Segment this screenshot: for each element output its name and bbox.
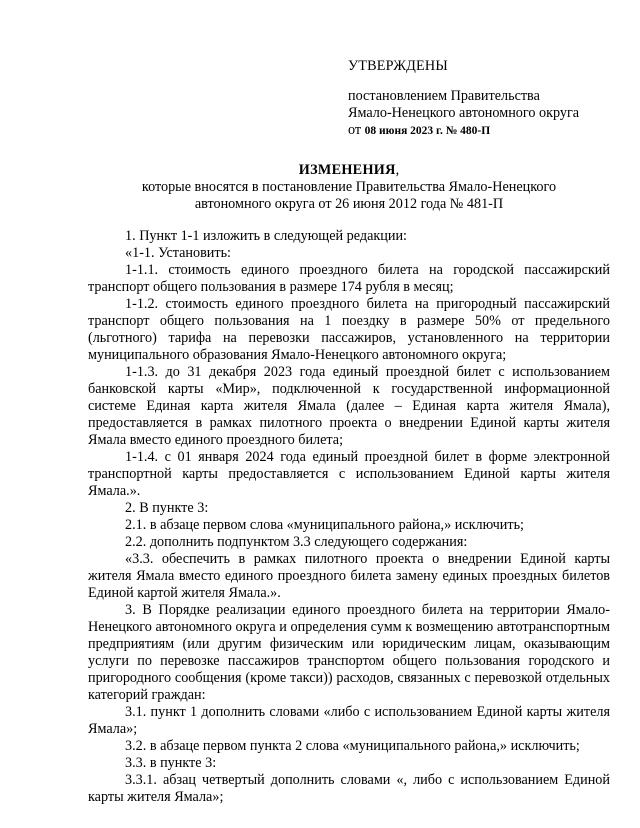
approval-date-line xyxy=(348,122,628,140)
document-title-block xyxy=(88,162,610,213)
approval-date-prefix: от xyxy=(348,122,365,138)
approval-date-value: 08 июня 2023 г. № 480-П xyxy=(364,125,491,137)
paragraph: 2.2. дополнить подпунктом 3.3 следующего содержания: xyxy=(125,534,468,550)
paragraph: 3.3. в пункте 3: xyxy=(125,755,217,771)
document-title: ИЗМЕНЕНИЯ xyxy=(298,162,396,178)
document-body xyxy=(88,228,610,806)
paragraph: «1-1. Установить: xyxy=(125,245,231,261)
document-subtitle-line-1: которые вносятся в постановление Правительства Ямало-Ненецкого xyxy=(141,179,557,195)
paragraph: 2. В пункте 3: xyxy=(125,500,209,516)
document-title-line xyxy=(88,162,610,179)
paragraph: 1-1.4. с 01 января 2024 года единый проездной билет в форме электронной транспортной карты предоставляется с использованием Единой карты жителя Ямала.». xyxy=(88,449,610,499)
approval-block xyxy=(348,58,628,140)
document-subtitle-line-2: автономного округа от 26 июня 2012 года № 481-П xyxy=(194,196,504,212)
paragraph: 3.3.1. абзац четвертый дополнить словами «, либо с использованием Единой карты жителя Ямала»; xyxy=(88,772,610,805)
paragraph: 1. Пункт 1-1 изложить в следующей редакции: xyxy=(125,228,407,244)
paragraph: 2.1. в абзаце первом слова «муниципального района,» исключить; xyxy=(125,517,524,533)
approval-line-2: Ямало-Ненецкого автономного округа xyxy=(348,105,580,121)
paragraph: 1-1.3. до 31 декабря 2023 года единый проездной билет с использованием банковской карты «Мир», подключенной к государственной информационной системе Единая карта жителя Ямала (далее – Единая карта жителя Ямала), предоставляется в рамках пилотного проекта о внедрении Единой карты жителя Ямала вместо единого проездного билета; xyxy=(88,364,610,448)
paragraph: 3.1. пункт 1 дополнить словами «либо с использованием Единой карты жителя Ямала»; xyxy=(88,704,610,737)
paragraph: 1-1.1. стоимость единого проездного билета на городской пассажирский транспорт общего пользования в размере 174 рубля в месяц; xyxy=(88,262,610,295)
paragraph: 3.2. в абзаце первом пункта 2 слова «муниципального района,» исключить; xyxy=(125,738,580,754)
document-title-comma: , xyxy=(395,162,400,178)
paragraph: 1-1.2. стоимость единого проездного билета на пригородный пассажирский транспорт общего пользования на 1 поездку в размере 50% от предельного (льготного) тарифа на перевозки пассажиров, установленного на территории муниципального образования Ямало-Ненецкого автономного округа; xyxy=(88,296,610,363)
paragraph: «3.3. обеспечить в рамках пилотного проекта о внедрении Единой карты жителя Ямала вместо единого проездного билета замену единых проездных билетов Единой картой жителя Ямала.». xyxy=(88,551,610,601)
approval-heading: УТВЕРЖДЕНЫ xyxy=(348,58,448,74)
paragraph: 3. В Порядке реализации единого проездного билета на территории Ямало-Ненецкого автономного округа и определения сумм к возмещению автотранспортным предприятиям (или другим физическим или юридическим лицам, оказывающим услуги по перевозке пассажиров транспортом общего пользования городского и пригородного сообщения (кроме такси)) расходов, связанных с перевозкой отдельных категорий граждан: xyxy=(88,602,610,703)
approval-line-1: постановлением Правительства xyxy=(348,88,540,104)
